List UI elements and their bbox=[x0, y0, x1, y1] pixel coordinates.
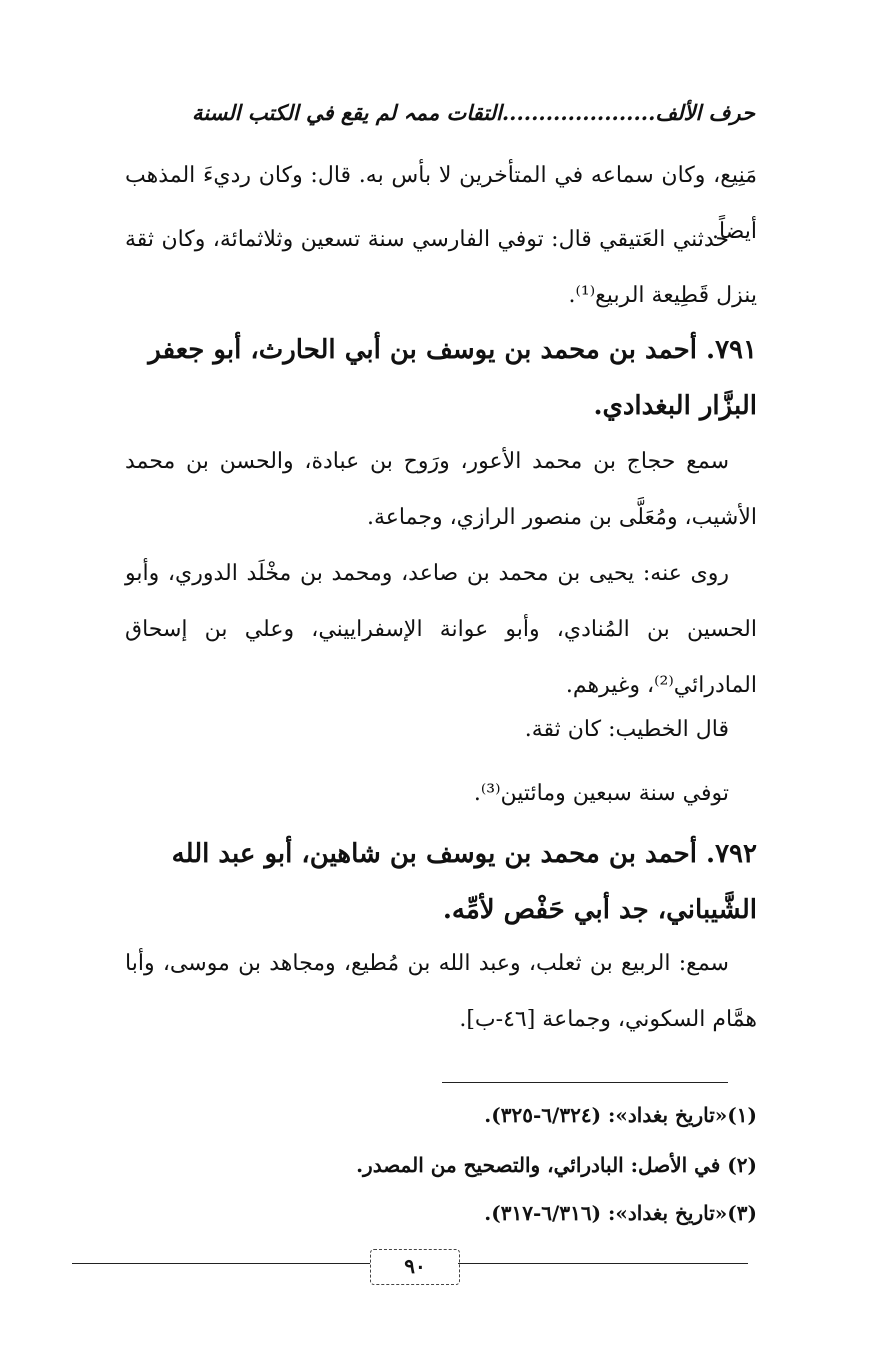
entry-number: ٧٩١. bbox=[706, 335, 757, 365]
footnote-3: (٣)«تاريخ بغداد»: (٦/٣١٦-٣١٧). bbox=[484, 1201, 757, 1225]
entry-791-khatib bbox=[125, 702, 757, 758]
paragraph-text: سمع: الربيع بن ثعلب، وعبد الله بن مُطيع، ومجاهد بن موسى، وأبا همَّام السكوني، وجماعة [٤٦-ب]. bbox=[125, 951, 757, 1032]
paragraph-text: قال الخطيب: كان ثقة. bbox=[524, 717, 729, 742]
entry-title: أحمد بن محمد بن يوسف بن شاهين، أبو عبد الله الشَّيباني، جد أبي حَفْص لأمِّه. bbox=[171, 839, 757, 925]
entry-792-heard bbox=[125, 936, 757, 1048]
paragraph-text: مَنِيع، وكان سماعه في المتأخرين لا بأس به. قال: وكان رديءَ المذهب أيضاً. bbox=[125, 163, 757, 244]
entry-791-death bbox=[125, 766, 757, 822]
paragraph-text: توفي سنة سبعين ومائتين⁽³⁾. bbox=[473, 781, 729, 806]
footnote-1: (١)«تاريخ بغداد»: (٦/٣٢٤-٣٢٥). bbox=[484, 1103, 757, 1127]
paragraph-text: حدثني العَتيقي قال: توفي الفارسي سنة تسعين وثلاثمائة، وكان ثقة ينزل قَطِيعة الربيع⁽¹⁾. bbox=[125, 227, 757, 308]
footer-rule bbox=[72, 1263, 370, 1264]
entry-791-heading bbox=[125, 322, 757, 434]
page-number: ٩٠ bbox=[370, 1249, 460, 1285]
entry-792-heading bbox=[125, 826, 757, 938]
entry-791-narrators bbox=[125, 546, 757, 714]
footnote-separator bbox=[442, 1082, 728, 1083]
footnote-2: (٢) في الأصل: البادرائي، والتصحيح من المصدر. bbox=[356, 1153, 757, 1177]
footer-rule bbox=[458, 1263, 748, 1264]
paragraph-text: سمع حجاج بن محمد الأعور، ورَوح بن عبادة، والحسن بن محمد الأشيب، ومُعَلَّى بن منصور الرازي، وجماعة. bbox=[125, 449, 757, 530]
running-header: حرف الألف.....................التقات ممہ لم يقع في الكتب السنة bbox=[192, 100, 755, 125]
entry-number: ٧٩٢. bbox=[706, 839, 757, 869]
paragraph-death-note bbox=[125, 212, 757, 324]
entry-title: أحمد بن محمد بن يوسف بن أبي الحارث، أبو جعفر البزَّار البغدادي. bbox=[148, 335, 757, 421]
entry-791-heard bbox=[125, 434, 757, 546]
paragraph-text: روى عنه: يحيى بن محمد بن صاعد، ومحمد بن مخْلَد الدوري، وأبو الحسين بن المُنادي، وأبو عوانة الإسفراييني، وعلي بن إسحاق المادرائي⁽²⁾، وغيرهم. bbox=[125, 561, 757, 698]
